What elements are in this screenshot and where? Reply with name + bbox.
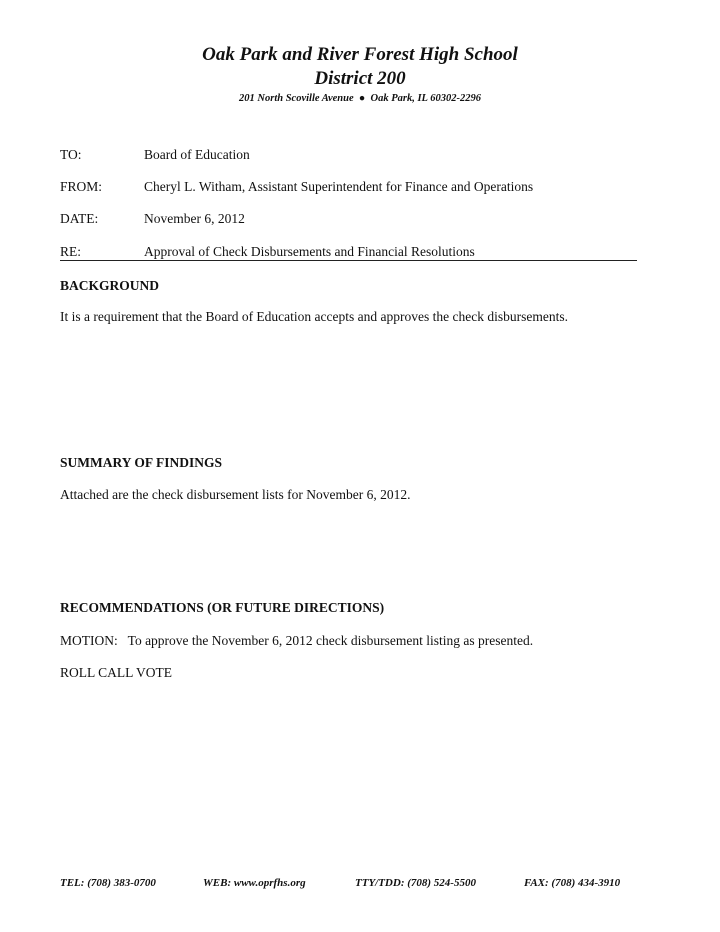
school-name: Oak Park and River Forest High School — [202, 44, 518, 65]
address-city: Oak Park, IL 60302-2296 — [370, 93, 481, 104]
address-street: 201 North Scoville Avenue — [239, 93, 354, 104]
re-label: RE: — [60, 244, 82, 259]
from-label: FROM: — [60, 179, 103, 194]
to-value: Board of Education — [144, 147, 250, 162]
header-divider — [60, 260, 637, 261]
district-name: District 200 — [314, 68, 406, 89]
footer-fax: FAX: (708) 434-3910 — [524, 877, 621, 889]
findings-text: Attached are the check disbursement lists for November 6, 2012. — [60, 487, 411, 502]
to-label: TO: — [60, 147, 82, 162]
background-text: It is a requirement that the Board of Education accepts and approves the check disbursements. — [60, 309, 568, 324]
motion-label: MOTION: — [60, 633, 118, 648]
roll-call-vote: ROLL CALL VOTE — [60, 665, 172, 680]
bullet-separator: ● — [356, 93, 368, 104]
motion-text: To approve the November 6, 2012 check disbursement listing as presented. — [127, 633, 534, 648]
date-value: November 6, 2012 — [144, 211, 245, 226]
recommendations-heading: RECOMMENDATIONS (OR FUTURE DIRECTIONS) — [60, 600, 385, 615]
background-heading: BACKGROUND — [60, 278, 160, 293]
motion-line — [60, 633, 533, 649]
date-label: DATE: — [60, 211, 99, 226]
footer-web: WEB: www.oprfhs.org — [203, 877, 306, 889]
findings-heading: SUMMARY OF FINDINGS — [60, 455, 223, 470]
footer-tel: TEL: (708) 383-0700 — [60, 877, 156, 889]
re-value: Approval of Check Disbursements and Financial Resolutions — [144, 244, 475, 259]
footer-tty: TTY/TDD: (708) 524-5500 — [355, 877, 476, 889]
school-address — [0, 93, 720, 104]
from-value: Cheryl L. Witham, Assistant Superintendent for Finance and Operations — [144, 179, 534, 194]
